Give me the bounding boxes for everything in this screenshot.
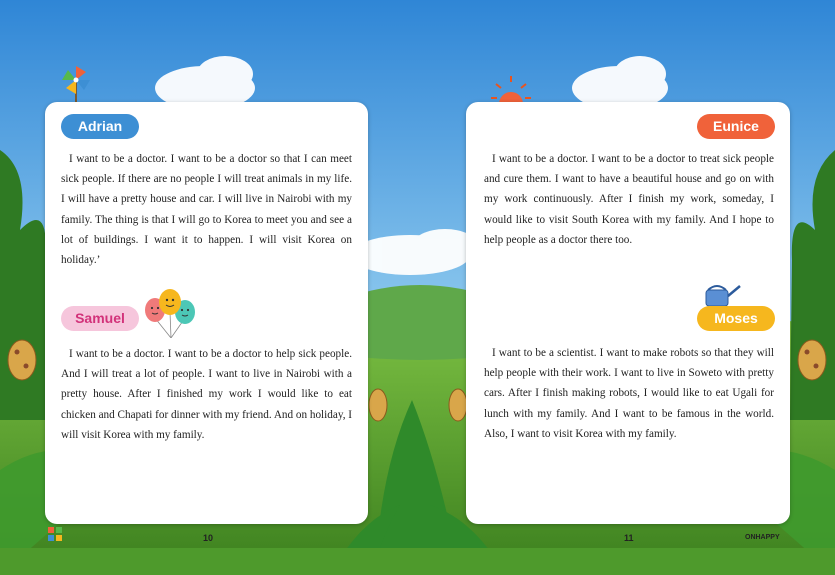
book-logo-icon (48, 527, 62, 541)
balloons-icon (141, 288, 199, 338)
name-tag-eunice: Eunice (697, 114, 775, 139)
name-tag-moses: Moses (697, 306, 775, 331)
story-text-moses: I want to be a scientist. I want to make robots so that they will help people with their work. I want to live in Soweto with pretty cars. After I finish making robots, I would like to eat Ugali for lunch with my family. And I want to be famous in the world. Also, I want to visit Korea with my family. (484, 347, 774, 440)
watering-can-icon (702, 282, 742, 308)
right-page-card (466, 102, 790, 524)
pinwheel-icon (60, 64, 92, 104)
story-text-adrian: I want to be a doctor. I want to be a doctor so that I can meet sick people. If there are no people I will treat animals in my life. I will have a pretty house and car. I will live in Nairobi with my family. The thing is that I will go to Korea to meet you and see a lot of buildings. I want it to happen. I will visit Korea on holiday.’ (61, 153, 352, 267)
left-page-card (45, 102, 368, 524)
brand-logo: ONHAPPY (745, 534, 780, 541)
name-tag-adrian: Adrian (61, 114, 139, 139)
name-tag-samuel: Samuel (61, 306, 139, 331)
page-number-right: 11 (624, 533, 634, 543)
sun-icon (490, 74, 532, 104)
page-number-left: 10 (203, 533, 214, 543)
story-text-eunice: I want to be a doctor. I want to be a doctor to treat sick people and cure them. I want to have a beautiful house and go on with my work continuously. After I finish my work, someday, I would like to visit South Korea with my family. And I hope to help people as a doctor there too. (484, 153, 774, 246)
story-text-samuel: I want to be a doctor. I want to be a doctor to help sick people. And I will treat a lot of people. I want to live in Nairobi with a pretty house. After I finished my work I would like to eat chicken and Chapati for dinner with my friend. And on holiday, I will visit Korea with my family. (61, 348, 353, 441)
